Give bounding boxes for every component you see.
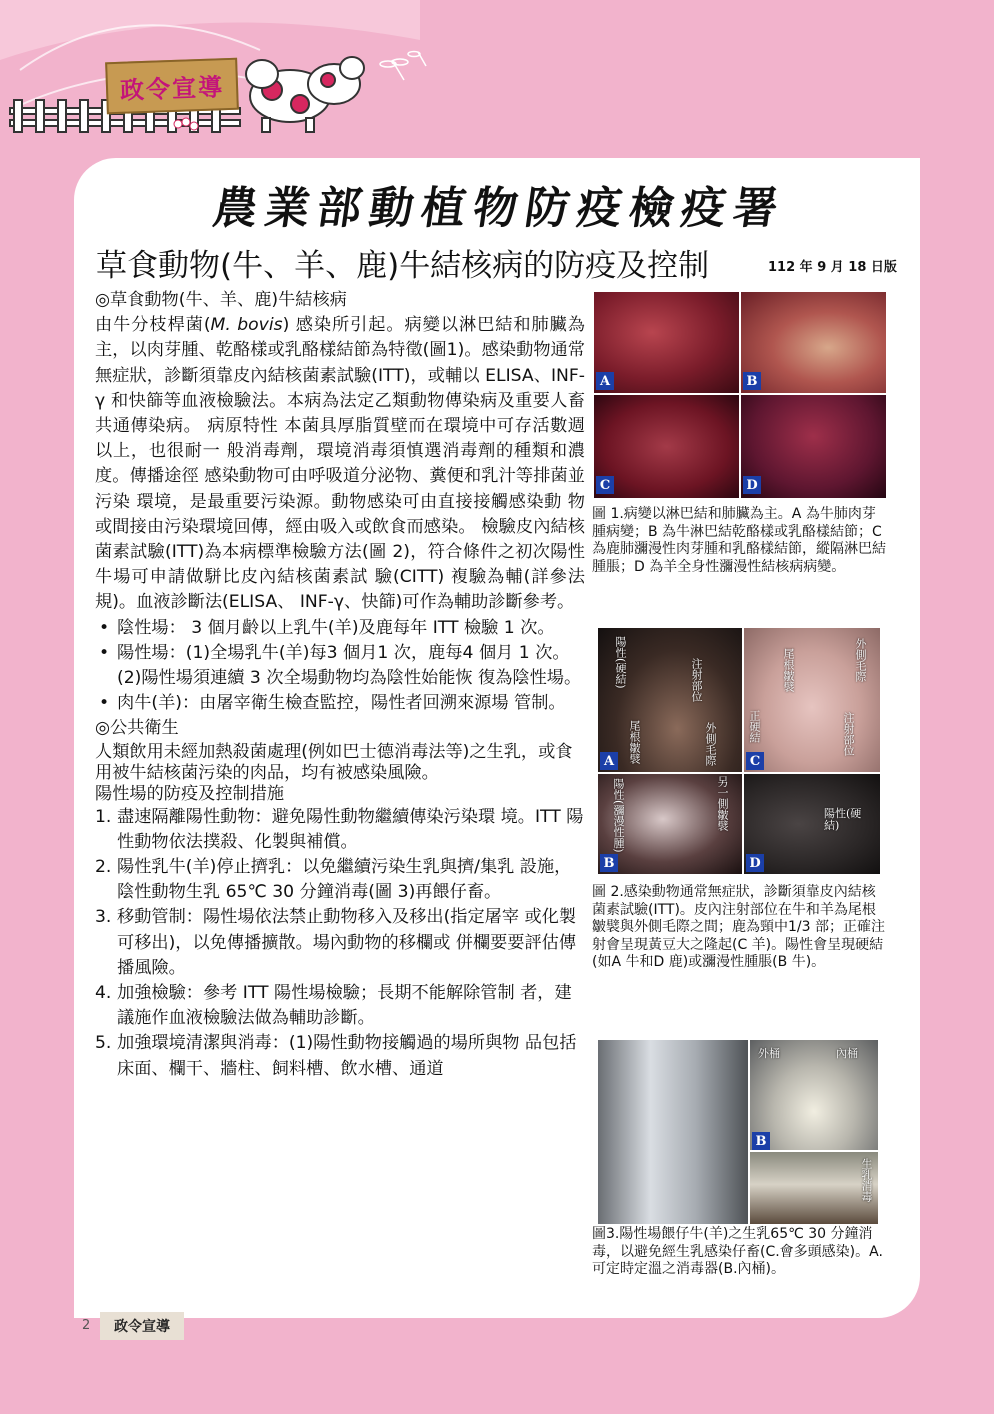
list-item <box>95 805 585 855</box>
annotation: 外側毛際 <box>854 638 867 682</box>
panel-label: B <box>752 1132 770 1150</box>
testing-schedule-list <box>95 616 585 717</box>
lung-lesion-photo <box>594 292 739 393</box>
annotation: 陽性(硬結) <box>614 636 627 689</box>
lymph-node-photo <box>741 292 886 393</box>
annotation: 陽性(瀰漫性腫) <box>612 778 625 853</box>
figure-1-caption: 圖 1.病變以淋巴結和肺臟為主。A 為牛肺肉芽腫病變；B 為牛淋巴結乾酪樣或乳酪樣結節；C 為鹿肺瀰漫性肉芽腫和乳酪樣結節，縱隔淋巴結腫脹；D 為羊全身性瀰漫性結核病病變。 <box>592 506 886 575</box>
item-text: 加強環境清潔與消毒：(1)陽性動物接觸過的場所與物 品包括床面、欄干、牆柱、飼料槽、飲水槽、通道 <box>117 1033 577 1079</box>
annotation: 注射部位 <box>690 658 703 702</box>
page-title: 草食動物(牛、羊、鹿)牛結核病的防疫及控制 <box>96 248 710 284</box>
intro-paragraph <box>95 313 585 615</box>
panel-label: C <box>746 752 764 770</box>
annotation: 內桶 <box>836 1047 858 1060</box>
annotation: 正硬結 <box>748 710 761 743</box>
annotation: 尾根皺襞 <box>628 720 641 764</box>
list-item: • 陰性場： 3 個月齡以上乳牛(羊)及鹿每年 ITT 檢驗 1 次。 <box>95 616 585 641</box>
article-body <box>95 288 585 1082</box>
list-item <box>95 855 585 905</box>
control-heading: 陽性場的防疫及控制措施 <box>95 783 285 804</box>
calves-photo <box>750 1152 878 1224</box>
annotation: 注射部位 <box>842 712 855 756</box>
intro-text-a: 由牛分枝桿菌( <box>95 315 211 336</box>
public-health-heading: ◎公共衛生 <box>95 718 179 739</box>
intro-text-b: ) 感染所引起。病變以淋巴結和肺臟為主，以肉芽腫、乾酪樣或乳酪樣結節為特徵(圖1)。感染動物通常無症狀，診斷須靠皮內結核菌素試驗(ITT)，或輔以 ELISA、INF-γ 和快篩等血液檢驗法。本病為法定乙類動物傳染病及重要人畜共通傳染病。 病原特性 本菌具厚脂質壁而在環境中可存活數週以上，也很耐一 般消毒劑，環境消毒須慎選消毒劑的種類和濃度。傳播途徑 感染動物可由呼吸道分泌物、糞便和乳汁等排菌並污染 環境，是最重要污染源。動物感染可由直接接觸感染動 物或間接由污染環境回傳，經由吸入或飲食而感染。 檢驗皮內結核菌素試驗(ITT)為本病標準檢驗方法(圖 2)，符合條件之初次陽性牛場可申請做駢比皮內結核菌素試 驗(CITT) 複驗為輔(詳參法規)。血液診斷法(ELISA、 INF-γ、快篩)可作為輔助診斷參考。 <box>95 315 585 613</box>
list-item <box>95 905 585 981</box>
control-measures-list <box>95 805 585 1082</box>
panel-label: B <box>743 372 761 390</box>
item-number: 4. <box>95 983 112 1004</box>
item-number: 1. <box>95 806 112 827</box>
goat-tb-photo <box>741 395 886 498</box>
annotation: 生乳消毒 <box>860 1158 873 1202</box>
annotation: 外桶 <box>758 1047 780 1060</box>
figure-2 <box>598 628 880 874</box>
panel-label: A <box>600 752 618 770</box>
intro-heading: ◎草食動物(牛、羊、鹿)牛結核病 <box>95 290 347 310</box>
panel-label: C <box>596 476 614 494</box>
annotation: 陽性(硬結) <box>824 807 862 832</box>
annotation: 另一側皺襞 <box>716 776 729 831</box>
item-text: 加強檢驗：參考 ITT 陽性場檢驗；長期不能解除管制 者，建議施作血液檢驗法做為輔助診斷。 <box>117 983 572 1029</box>
page-number: 2 <box>82 1318 91 1333</box>
cow-icon <box>308 57 364 104</box>
panel-label: B <box>600 854 618 872</box>
panel-label: A <box>596 372 614 390</box>
figure-2-caption: 圖 2.感染動物通常無症狀，診斷須靠皮內結核菌素試驗(ITT)。皮內注射部位在牛和羊為尾根皺襞與外側毛際之間；鹿為頸中1/3 部；正確注射會呈現黃豆大之隆起(C 羊)。陽性會呈現硬結(如A 牛和D 鹿)或瀰漫性腫脹(B 牛)。 <box>592 884 885 970</box>
list-item: • 陽性場：(1)全場乳牛(羊)每3 個月1 次，鹿每4 個月 1 次。(2)陽性場須連續 3 次全場動物均為陰性始能恢 復為陰性場。 <box>95 641 585 691</box>
dragonfly-icon <box>380 52 426 81</box>
public-health-paragraph: 人類飲用未經加熱殺菌處理(例如巴士德消毒法等)之生乳，或食用被牛結核菌污染的肉品，均有被感染風險。 <box>95 741 573 783</box>
species-name: M. bovis <box>210 315 283 336</box>
panel-label: D <box>746 854 764 872</box>
footer-section-label: 政令宣導 <box>100 1312 184 1340</box>
figure-3 <box>598 1040 878 1224</box>
list-item: • 肉牛(羊)：由屠宰衛生檢查監控，陽性者回溯來源場 管制。 <box>95 691 585 716</box>
list-item <box>95 1031 585 1081</box>
item-number: 3. <box>95 907 112 928</box>
item-number: 5. <box>95 1033 112 1054</box>
annotation: 尾根皺襞 <box>782 648 795 692</box>
item-number: 2. <box>95 857 112 878</box>
item-text: 陽性乳牛(羊)停止擠乳：以免繼續污染生乳與擠/集乳 設施，陰性動物生乳 65℃ 30 分鐘消毒(圖 3)再餵仔畜。 <box>117 857 572 903</box>
item-text: 盡速隔離陽性動物：避免陽性動物繼續傳染污染環 境。ITT 陽性動物依法撲殺、化製與補償。 <box>117 806 584 852</box>
item-text: 移動管制：陽性場依法禁止動物移入及移出(指定屠宰 或化製可移出)，以免傳播擴散。場內動物的移欄或 併欄要要評估傳播風險。 <box>117 907 577 978</box>
publication-date: 112 年 9 月 18 日版 <box>768 260 897 275</box>
figure-3-caption: 圖3.陽性場餵仔牛(羊)之生乳65℃ 30 分鐘消毒，以避免經生乳感染仔畜(C.會多頭感染)。A.可定時定溫之消毒器(B.內桶)。 <box>592 1226 883 1277</box>
agency-title: 農業部動植物防疫檢疫署 <box>209 183 789 234</box>
annotation: 外側毛際 <box>704 722 717 766</box>
pasteurizer-photo <box>598 1040 748 1224</box>
section-tag: 政令宣導 <box>105 58 239 115</box>
figure-1 <box>594 292 886 498</box>
deer-lung-photo <box>594 395 739 498</box>
panel-label: D <box>743 476 761 494</box>
list-item <box>95 981 585 1031</box>
